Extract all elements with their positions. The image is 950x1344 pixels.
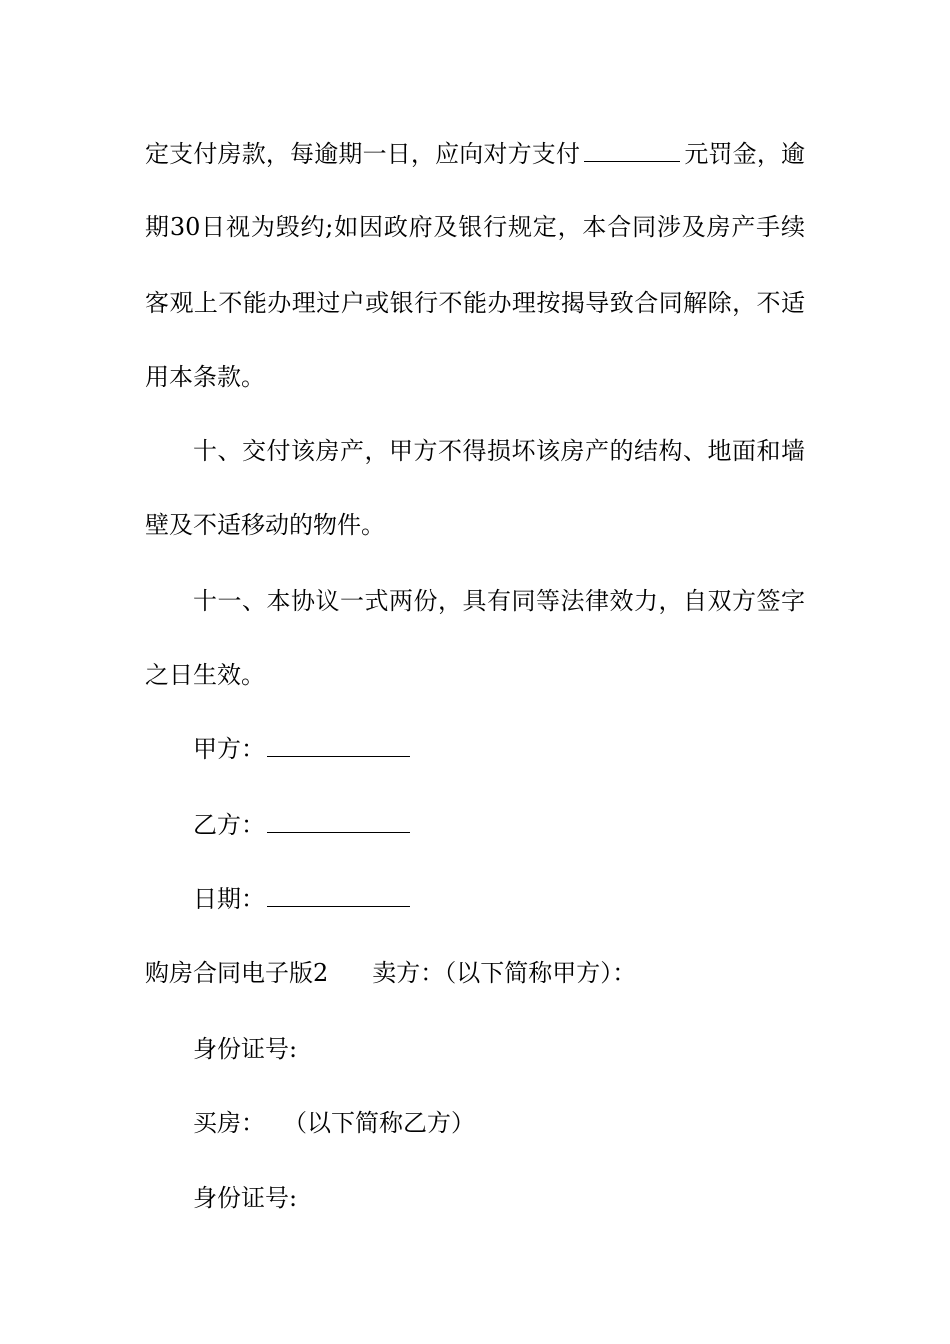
- buyer-note: （以下简称乙方）: [283, 1109, 475, 1137]
- text-line: 壁及不适移动的物件。: [145, 511, 385, 539]
- clause-eleven: 十一、本协议一式两份，具有同等法律效力，自双方签字: [193, 587, 805, 615]
- seller-line: 卖方：（以下简称甲方）：: [372, 959, 637, 987]
- date-label: 日期：: [193, 885, 265, 913]
- signature-label: 乙方：: [193, 811, 265, 839]
- buyer-line: [193, 1108, 475, 1138]
- signature-label: 甲方：: [193, 735, 265, 763]
- contract-title: 购房合同电子版2: [145, 959, 329, 987]
- signature-blank: [267, 734, 410, 757]
- text-line: 用本条款。: [145, 363, 265, 391]
- text-line: 之日生效。: [145, 661, 265, 689]
- text-line-penalty: [145, 139, 805, 169]
- text-segment: 定支付房款，每逾期一日，应向对方支付: [145, 140, 581, 168]
- seller-id-number: 身份证号:: [193, 1035, 298, 1063]
- signature-party-a: [193, 734, 410, 764]
- date-blank: [267, 884, 410, 907]
- text-segment: 元罚金，逾: [684, 140, 806, 168]
- text-line: 客观上不能办理过户或银行不能办理按揭导致合同解除，不适: [145, 289, 805, 317]
- fill-in-blank-penalty: [584, 139, 680, 162]
- signature-blank: [267, 810, 410, 833]
- signature-date: [193, 884, 410, 914]
- text-line: 期30日视为毁约;如因政府及银行规定，本合同涉及房产手续: [145, 213, 805, 241]
- clause-ten: 十、交付该房产，甲方不得损坏该房产的结构、地面和墙: [193, 437, 805, 465]
- buyer-label: 买房：: [193, 1109, 265, 1137]
- buyer-id-number: 身份证号:: [193, 1184, 298, 1212]
- contract-2-header: [145, 958, 636, 988]
- signature-party-b: [193, 810, 410, 840]
